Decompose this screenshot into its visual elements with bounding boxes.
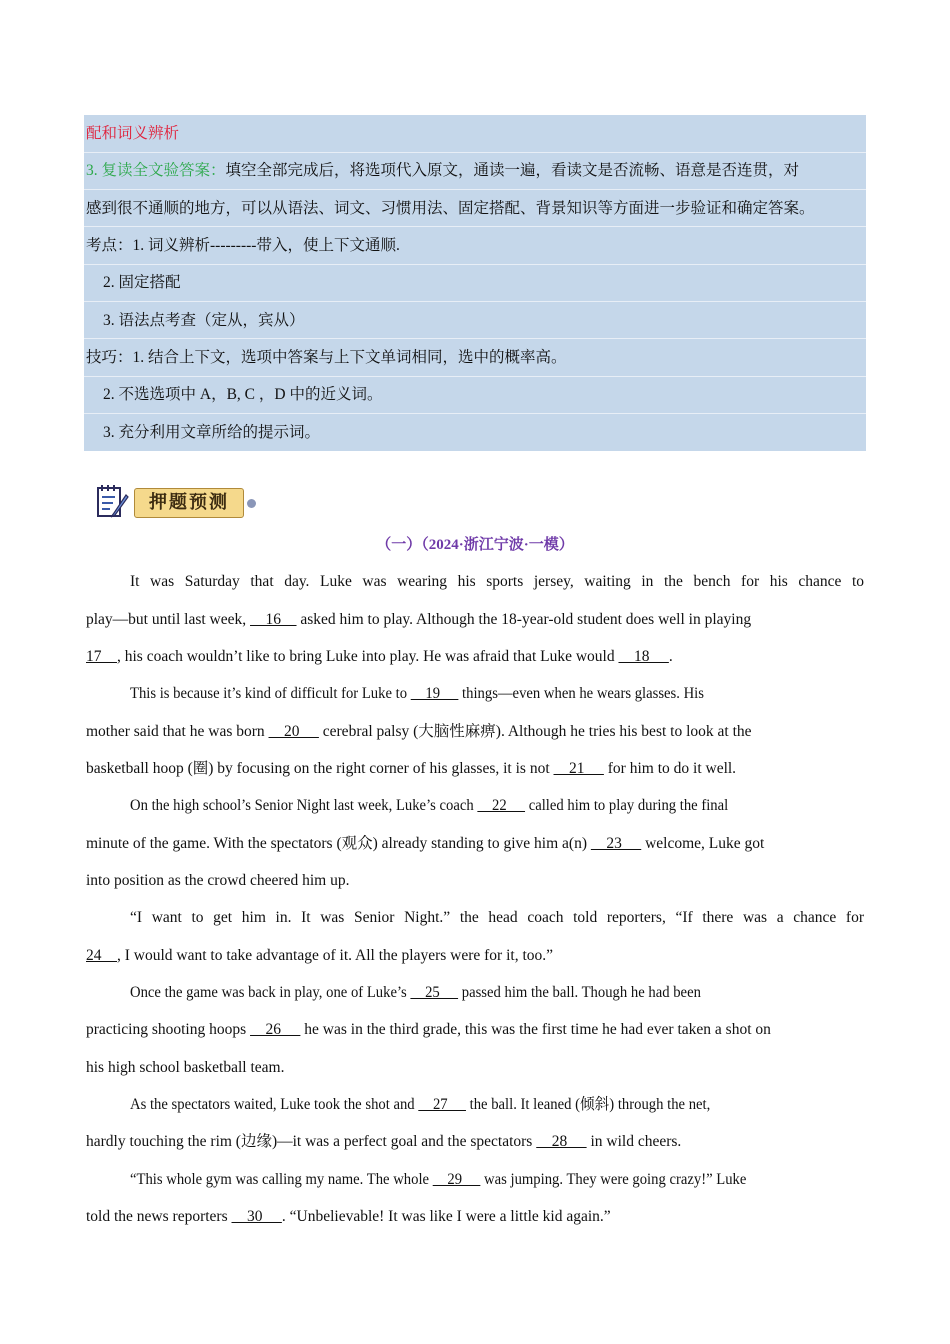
tips-line-8: 2. 不选选项中 A，B, C ，D 中的近义词。 — [103, 386, 383, 403]
tips-line-4: 考点：1. 词义辨析---------带入，使上下文通顺. — [86, 237, 400, 254]
passage-line: minute of the game. With the spectators (观众) already standing to give him a(n) 23 welcome, Luke got — [86, 835, 765, 852]
section-banner — [96, 482, 261, 522]
tips-line-9: 3. 充分利用文章所给的提示词。 — [103, 424, 321, 441]
tips-line-3: 感到很不通顺的地方，可以从语法、词文、习惯用法、固定搭配、背景知识等方面进一步验证和确定答案。 — [86, 200, 815, 217]
divider — [84, 189, 866, 190]
blank-17: 17 — [86, 648, 117, 665]
passage-line: basketball hoop (圈) by focusing on the right corner of his glasses, it is not 21 for him to do it well. — [86, 760, 737, 777]
notebook-pencil-icon — [96, 483, 130, 521]
blank-26: 26 — [250, 1021, 301, 1038]
passage-line: On the high school’s Senior Night last week, Luke’s coach 22 called him to play during the final — [130, 797, 729, 814]
tips-text: 填空全部完成后，将选项代入原文，通读一遍，看读文是否流畅、语意是否连贯，对 — [225, 162, 800, 179]
blank-21: 21 — [553, 760, 604, 777]
passage-line: hardly touching the rim (边缘)—it was a perfect goal and the spectators 28 in wild cheers. — [86, 1133, 682, 1150]
tips-line-2 — [86, 161, 799, 181]
blank-22: 22 — [477, 797, 526, 814]
passage-line: “I want to get him in. It was Senior Night.” the head coach told reporters, “If there was a chance for — [130, 909, 864, 926]
divider — [84, 413, 866, 414]
tips-line-1: 配和词义辨析 — [86, 125, 180, 142]
passage-line: This is because it’s kind of difficult for Luke to 19 things—even when he wears glasses. His — [130, 685, 704, 702]
blank-23: 23 — [590, 835, 642, 852]
passage-line: practicing shooting hoops 26 he was in the third grade, this was the first time he had ever taken a shot on — [86, 1021, 771, 1038]
divider — [84, 301, 866, 302]
passage-line: told the news reporters 30 . “Unbelievable! It was like I were a little kid again.” — [86, 1208, 611, 1225]
passage-line: mother said that he was born 20 cerebral palsy (大脑性麻痹). Although he tries his best to look at the — [86, 723, 752, 740]
blank-20: 20 — [268, 723, 319, 740]
tips-line-5: 2. 固定搭配 — [103, 274, 181, 291]
blank-27: 27 — [418, 1096, 466, 1113]
tips-line-7: 技巧：1. 结合上下文，选项中答案与上下文单词相同，选中的概率高。 — [86, 349, 567, 366]
passage-line: 24 , I would want to take advantage of it. All the players were for it, too.” — [86, 947, 554, 964]
blank-29: 29 — [432, 1171, 481, 1188]
passage-line: As the spectators waited, Luke took the shot and 27 the ball. It leaned (倾斜) through the net, — [130, 1096, 711, 1113]
blank-28: 28 — [536, 1133, 587, 1150]
passage-line: his high school basketball team. — [86, 1059, 285, 1076]
banner-title: 押题预测 — [134, 488, 244, 518]
divider — [84, 152, 866, 153]
passage-line: play—but until last week, 16 asked him to play. Although the 18-year-old student does well in playing — [86, 611, 752, 628]
blank-16: 16 — [250, 611, 297, 628]
blank-19: 19 — [410, 685, 459, 702]
banner-dot — [247, 499, 256, 508]
divider — [84, 226, 866, 227]
section-heading: （一）（2024·浙江宁波·一模） — [376, 537, 574, 553]
passage-line: “This whole gym was calling my name. The whole 29 was jumping. They were going crazy!” Luke — [130, 1171, 747, 1188]
passage-line: Once the game was back in play, one of Luke’s 25 passed him the ball. Though he had been — [130, 984, 701, 1001]
blank-24: 24 — [86, 947, 117, 964]
divider — [84, 376, 866, 377]
blank-18: 18 — [618, 648, 669, 665]
divider — [84, 264, 866, 265]
passage-line: 17 , his coach wouldn’t like to bring Luke into play. He was afraid that Luke would 18 . — [86, 648, 673, 665]
blank-30: 30 — [231, 1208, 282, 1225]
divider — [84, 338, 866, 339]
blank-25: 25 — [410, 984, 459, 1001]
tips-line-6: 3. 语法点考查（定从，宾从） — [103, 312, 305, 329]
passage-line: It was Saturday that day. Luke was wearing his sports jersey, waiting in the bench for his chance to — [130, 573, 864, 590]
passage-line: into position as the crowd cheered him up. — [86, 872, 350, 889]
tips-label: 3. 复读全文验答案： — [86, 162, 226, 179]
